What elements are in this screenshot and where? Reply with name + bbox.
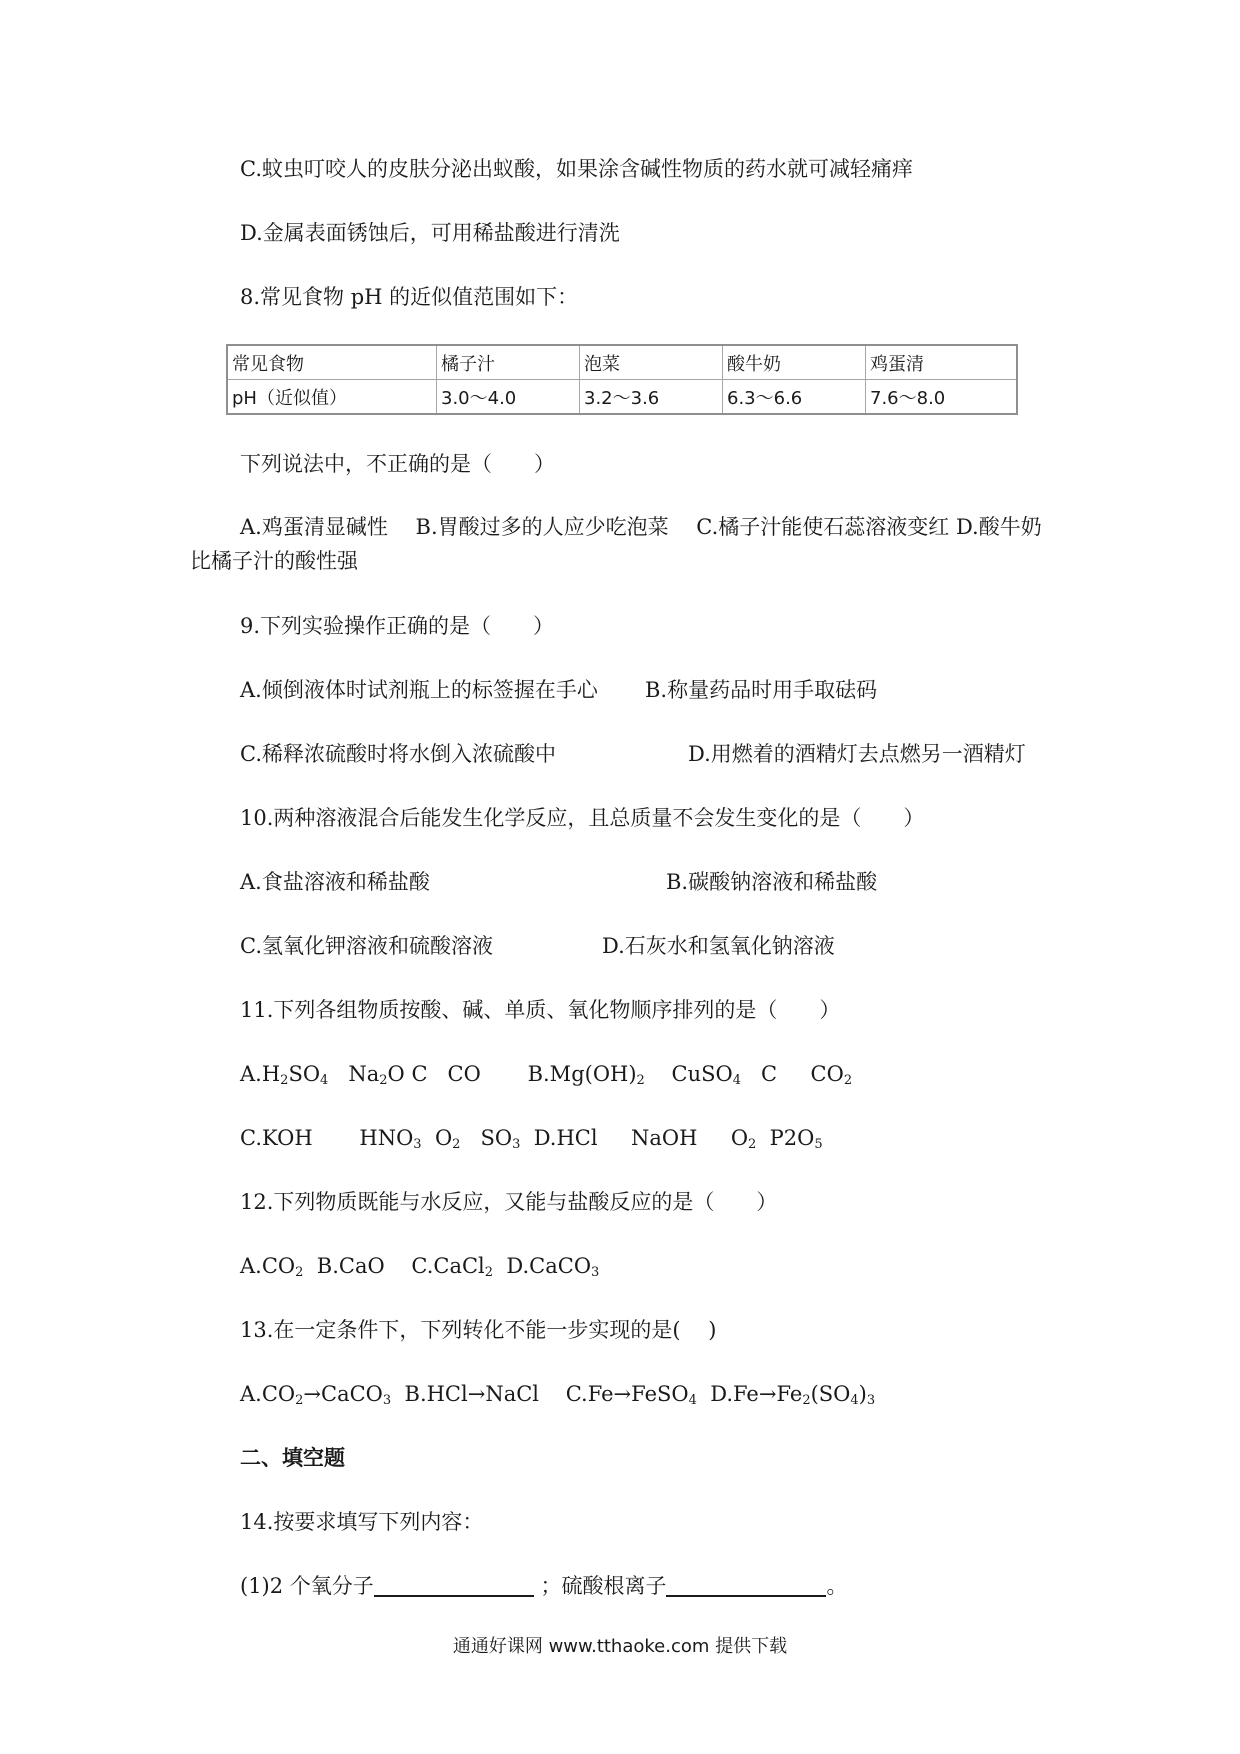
table-cell: 酸牛奶 bbox=[723, 345, 866, 380]
page-footer: 通通好课网 www.tthaoke.com 提供下载 bbox=[452, 1636, 788, 1657]
q11-b-label: B.Mg(OH) bbox=[527, 1062, 637, 1086]
q9-option-c: C.稀释浓硫酸时将水倒入浓硫酸中 bbox=[240, 742, 556, 766]
q13-stem: 13.在一定条件下，下列转化不能一步实现的是( ) bbox=[240, 1318, 717, 1342]
table-cell: pH（近似值） bbox=[227, 380, 437, 415]
q12-stem: 12.下列物质既能与水反应，又能与盐酸反应的是（ ） bbox=[240, 1190, 778, 1214]
q8-stem: 8.常见食物 pH 的近似值范围如下： bbox=[240, 285, 579, 309]
q11-d-label: D.HCl bbox=[533, 1126, 598, 1150]
q10-option-a: A.食盐溶液和稀盐酸 bbox=[240, 870, 430, 894]
table-cell: 泡菜 bbox=[580, 345, 723, 380]
q10-option-c: C.氢氧化钾溶液和硫酸溶液 bbox=[240, 934, 493, 958]
table-cell: 7.6～8.0 bbox=[866, 380, 1018, 415]
q11-c-label: C.KOH bbox=[240, 1126, 313, 1150]
q13-options: $A.CO_2\to CaCO_3$ B.HCl→NaCl C.Fe→FeSO$_4$ $D.Fe\to Fe_2(SO_4)_3$ bbox=[240, 1382, 876, 1408]
table-header-row bbox=[227, 345, 1017, 380]
q14-stem: 14.按要求填写下列内容： bbox=[240, 1510, 484, 1534]
q7-option-c: C.蚊虫叮咬人的皮肤分泌出蚁酸，如果涂含碱性物质的药水就可减轻痛痒 bbox=[240, 157, 913, 181]
q11-options-cd: C.KOH $HNO_3$ $O_2$ $SO_3$ D.HCl NaOH $O_2$ $P2O_5$ bbox=[240, 1126, 823, 1152]
table-cell: 6.3～6.6 bbox=[723, 380, 866, 415]
q11-stem: 11.下列各组物质按酸、碱、单质、氧化物顺序排列的是（ ） bbox=[240, 998, 841, 1022]
table-cell: 鸡蛋清 bbox=[866, 345, 1018, 380]
table-row bbox=[227, 380, 1017, 415]
table-cell: 3.2～3.6 bbox=[580, 380, 723, 415]
table-cell: 3.0～4.0 bbox=[437, 380, 580, 415]
q7-option-d: D.金属表面锈蚀后，可用稀盐酸进行清洗 bbox=[240, 221, 620, 245]
q10-stem: 10.两种溶液混合后能发生化学反应，且总质量不会发生变化的是（ ） bbox=[240, 806, 925, 830]
table-cell: 常见食物 bbox=[227, 345, 437, 380]
q9-stem: 9.下列实验操作正确的是（ ） bbox=[240, 614, 555, 638]
q8-question: 下列说法中，不正确的是（ ） bbox=[240, 452, 555, 476]
q9-option-b: B.称量药品时用手取砝码 bbox=[645, 678, 878, 702]
q11-options-ab: $A.H_2SO_4$ $Na_2O$ C CO $B.Mg(OH)_2$ CuSO$_4$ C $CO_2$ bbox=[240, 1062, 853, 1088]
q14-part1: (1)2 个氧分子 ；硫酸根离子 。 bbox=[240, 1574, 848, 1598]
q9-option-d: D.用燃着的酒精灯去点燃另一酒精灯 bbox=[688, 742, 1026, 766]
ph-table bbox=[226, 344, 1018, 415]
section-title: 二、填空题 bbox=[240, 1446, 345, 1470]
table-cell: 橘子汁 bbox=[437, 345, 580, 380]
q10-option-b: B.碳酸钠溶液和稀盐酸 bbox=[666, 870, 878, 894]
answer-blank[interactable] bbox=[374, 1573, 534, 1597]
q9-option-a: A.倾倒液体时试剂瓶上的标签握在手心 bbox=[240, 678, 598, 702]
answer-blank[interactable] bbox=[666, 1573, 826, 1597]
q12-options: $A.CO_2$ B.CaO C.CaCl$_2$ D.CaCO$_3$ bbox=[240, 1254, 600, 1280]
q10-option-d: D.石灰水和氢氧化钠溶液 bbox=[602, 934, 835, 958]
q11-a-label: A.H bbox=[240, 1062, 281, 1086]
q8-options: A.鸡蛋清显碱性 B.胃酸过多的人应少吃泡菜 C.橘子汁能使石蕊溶液变红 D.酸牛奶比橘子汁的酸性强 bbox=[190, 515, 1042, 573]
